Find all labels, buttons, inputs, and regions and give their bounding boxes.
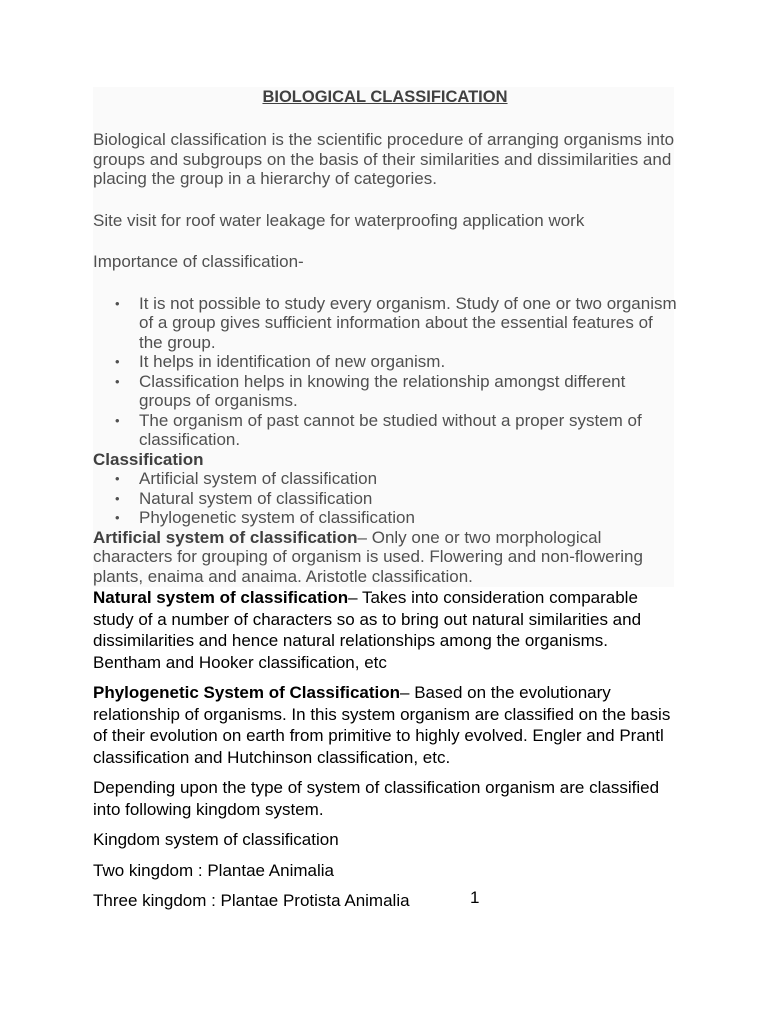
- classification-list: [93, 469, 677, 528]
- phylogenetic-term: Phylogenetic System of Classification: [93, 683, 401, 702]
- artificial-term: Artificial system of classification: [93, 527, 358, 547]
- bullet-icon: •: [115, 490, 120, 506]
- document-body: [93, 87, 677, 912]
- bullet-icon: •: [115, 471, 120, 486]
- phylogenetic-paragraph: [93, 682, 677, 768]
- bullet-icon: •: [115, 412, 120, 428]
- importance-list: [93, 294, 677, 450]
- list-item: • It is not possible to study every organism. Study of one or two organism of a group gives sufficient information about the essential features of the group.: [115, 293, 677, 352]
- three-kingdom-line: Three kingdom : Plantae Protista Animalia: [93, 891, 410, 910]
- classification-heading: Classification: [93, 449, 204, 469]
- bullet-icon: •: [115, 510, 120, 525]
- depending-paragraph: Depending upon the type of system of classification organism are classified into following kingdom system.: [93, 778, 660, 819]
- natural-text: – Takes into consideration comparable study of a number of characters so as to bring out natural similarities and dissimilarities and hence natural relationships among the organisms. Bentham and Hooker classification, etc: [93, 588, 642, 672]
- bullet-icon: •: [115, 373, 120, 389]
- natural-term: Natural system of classification: [93, 588, 349, 607]
- list-item: • Classification helps in knowing the relationship amongst different groups of organisms.: [115, 371, 626, 410]
- intro-paragraph: Biological classification is the scientific procedure of arranging organisms into groups and subgroups on the basis of their similarities and dissimilarities and placing the group in a hierarchy of categories.: [93, 130, 675, 188]
- list-item: • Phylogenetic system of classification: [115, 508, 415, 527]
- kingdom-heading: Kingdom system of classification: [93, 830, 339, 849]
- list-item: • Artificial system of classification: [115, 469, 378, 488]
- list-item: • It helps in identification of new organism.: [115, 352, 446, 371]
- list-item: • The organism of past cannot be studied without a proper system of classification.: [115, 410, 642, 449]
- artificial-paragraph: [93, 528, 677, 587]
- site-visit-line: Site visit for roof water leakage for waterproofing application work: [93, 210, 585, 230]
- two-kingdom-line: Two kingdom : Plantae Animalia: [93, 860, 334, 880]
- natural-paragraph: [93, 587, 677, 673]
- importance-heading: Importance of classification-: [93, 252, 304, 271]
- artificial-text: – Only one or two morphological characters for grouping of organism is used. Flowering and non-flowering plants, enaima and anaima. Aristotle classification.: [93, 527, 643, 586]
- list-item: • Natural system of classification: [115, 488, 373, 508]
- phylogenetic-text: – Based on the evolutionary relationship of organisms. In this system organism are classified on the basis of their evolution on earth from primitive to highly evolved. Engler and Prantl classification and Hutchinson classification, etc.: [93, 683, 671, 767]
- document-title: BIOLOGICAL CLASSIFICATION: [262, 88, 508, 106]
- bullet-icon: •: [115, 354, 120, 369]
- bullet-icon: •: [115, 295, 120, 311]
- page-number: 1: [470, 888, 480, 907]
